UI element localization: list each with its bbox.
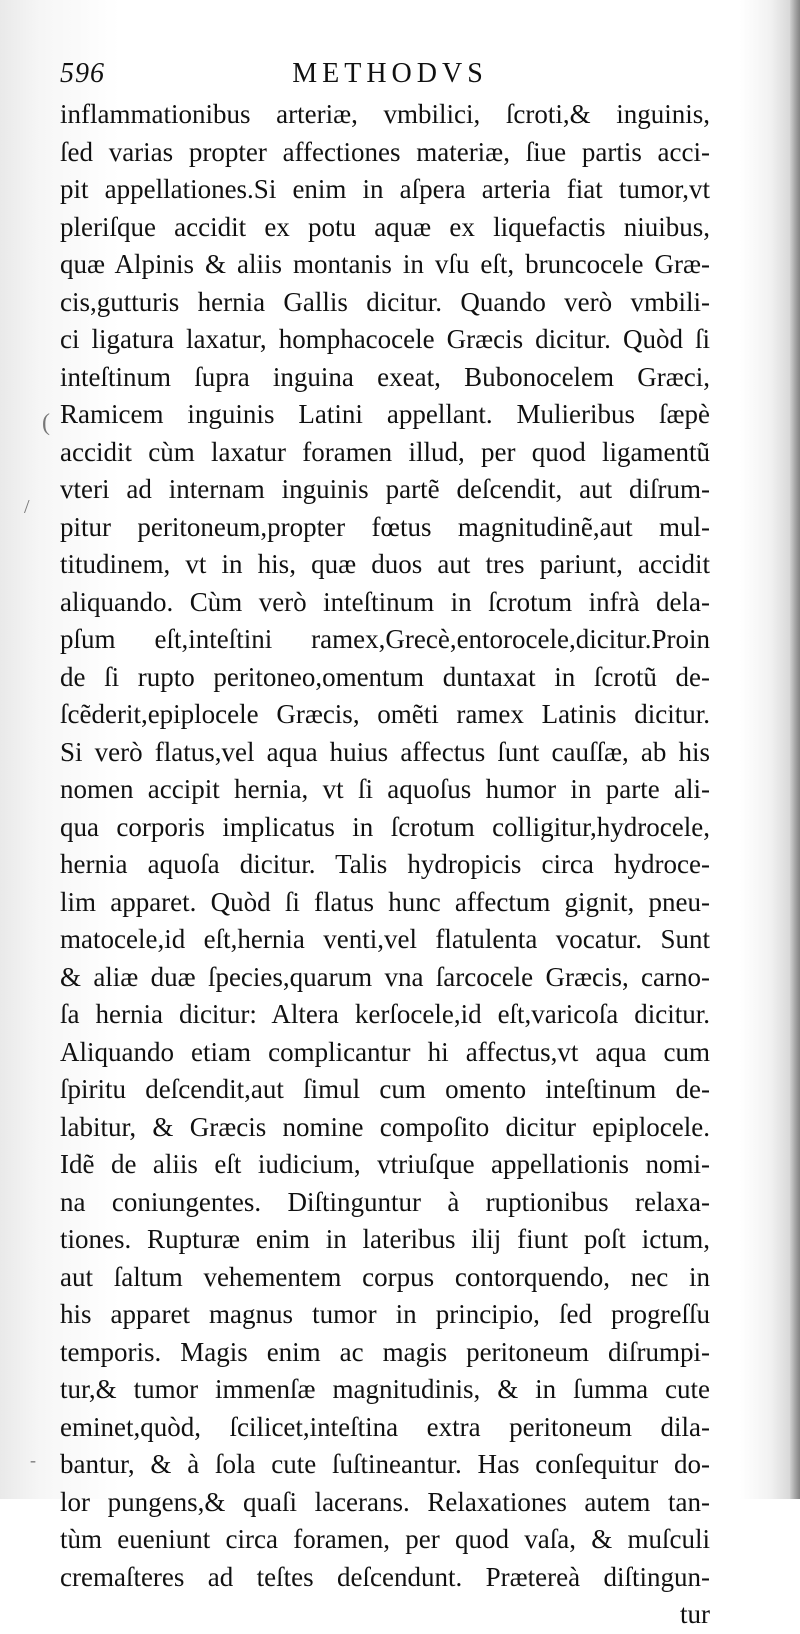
- text-line: matocele,id eſt,hernia venti,vel flatulenta vocatur. Sunt: [60, 924, 710, 954]
- text-line: lim apparet. Quòd ſi flatus hunc affectum gignit, pneu-: [60, 886, 710, 917]
- text-line: Idẽ de aliis eſt iudicium, vtriuſque appellationis nomi-: [60, 1149, 710, 1179]
- text-line: temporis. Magis enim ac magis peritoneum diſrumpi-: [60, 1336, 710, 1367]
- text-line: inflammationibus arteriæ, vmbilici, ſcroti,& inguinis,: [60, 99, 710, 129]
- text-line: ſcẽderit,epiplocele Græcis, omẽti ramex Latinis dicitur.: [60, 699, 710, 729]
- text-line: na coniungentes. Diſtinguntur à ruptionibus relaxa-: [60, 1186, 710, 1217]
- text-line: & aliæ duæ ſpecies,quarum vna ſarcocele Græcis, carno-: [60, 961, 710, 992]
- text-line: tiones. Rupturæ enim in lateribus ilij fiunt poſt ictum,: [60, 1224, 710, 1254]
- page-gutter-shadow: [790, 0, 800, 1499]
- text-line: pſum eſt,inteſtini ramex,Grecè,entorocele,dicitur.Proin: [60, 624, 710, 654]
- running-title: METHODVS: [292, 58, 488, 89]
- text-line: tur: [680, 1599, 710, 1629]
- text-line: his apparet magnus tumor in principio, ſed progreſſu: [60, 1299, 710, 1329]
- text-line: quæ Alpinis & aliis montanis in vſu eſt, bruncocele Græ-: [60, 249, 710, 279]
- text-line: hernia aquoſa dicitur. Talis hydropicis circa hydroce-: [60, 849, 710, 879]
- text-line: pitur peritoneum,propter fœtus magnitudinẽ,aut mul-: [60, 511, 710, 542]
- margin-bracket-mark: (: [42, 410, 50, 436]
- text-line: Si verò flatus,vel aqua huius affectus ſunt cauſſæ, ab his: [60, 736, 710, 767]
- text-line: labitur, & Græcis nomine compoſito dicitur epiplocele.: [60, 1111, 710, 1142]
- body-text: [60, 96, 710, 1634]
- text-line: aut ſaltum vehementem corpus contorquendo, nec in: [60, 1261, 710, 1292]
- margin-mark: /: [24, 496, 30, 518]
- text-line: Ramicem inguinis Latini appellant. Mulieribus ſæpè: [60, 399, 710, 429]
- text-line: cis,gutturis hernia Gallis dicitur. Quando verò vmbili-: [60, 286, 710, 317]
- text-line: ſa hernia dicitur: Altera kerſocele,id eſt,varicoſa dicitur.: [60, 999, 710, 1029]
- text-line: tùm eueniunt circa foramen, per quod vaſa, & muſculi: [60, 1524, 710, 1554]
- text-line: tur,& tumor immenſæ magnitudinis, & in ſumma cute: [60, 1374, 710, 1404]
- text-line: bantur, & à ſola cute ſuſtineantur. Has conſequitur do-: [60, 1449, 710, 1479]
- text-line: aliquando. Cùm verò inteſtinum in ſcrotum infrà dela-: [60, 586, 710, 617]
- text-line: pit appellationes.Si enim in aſpera arteria fiat tumor,vt: [60, 174, 710, 204]
- text-line: ſed varias propter affectiones materiæ, ſiue partis acci-: [60, 136, 710, 167]
- text-line: de ſi rupto peritoneo,omentum duntaxat in ſcrotũ de-: [60, 661, 710, 692]
- text-line: qua corporis implicatus in ſcrotum colligitur,hydrocele,: [60, 811, 710, 842]
- text-line: eminet,quòd, ſcilicet,inteſtina extra peritoneum dila-: [60, 1411, 710, 1442]
- text-line: titudinem, vt in his, quæ duos aut tres pariunt, accidit: [60, 549, 710, 579]
- page-header: [60, 58, 720, 98]
- margin-dash-mark: -: [30, 1450, 36, 1470]
- text-line: ci ligatura laxatur, homphacocele Græcis dicitur. Quòd ſi: [60, 324, 710, 354]
- text-line: Aliquando etiam complicantur hi affectus,vt aqua cum: [60, 1036, 710, 1067]
- text-line: vteri ad internam inguinis partẽ deſcendit, aut diſrum-: [60, 474, 710, 504]
- page-number: 596: [60, 58, 105, 89]
- text-line: accidit cùm laxatur foramen illud, per quod ligamentũ: [60, 436, 710, 467]
- text-line: cremaſteres ad teſtes deſcendunt. Prætereà diſtingun-: [60, 1561, 710, 1592]
- text-line: ſpiritu deſcendit,aut ſimul cum omento inteſtinum de-: [60, 1074, 710, 1104]
- text-line: pleriſque accidit ex potu aquæ ex liquefactis niuibus,: [60, 211, 710, 242]
- text-line: lor pungens,& quaſi lacerans. Relaxationes autem tan-: [60, 1486, 710, 1517]
- text-line: inteſtinum ſupra inguina exeat, Bubonocelem Græci,: [60, 361, 710, 392]
- text-line: nomen accipit hernia, vt ſi aquoſus humor in parte ali-: [60, 774, 710, 804]
